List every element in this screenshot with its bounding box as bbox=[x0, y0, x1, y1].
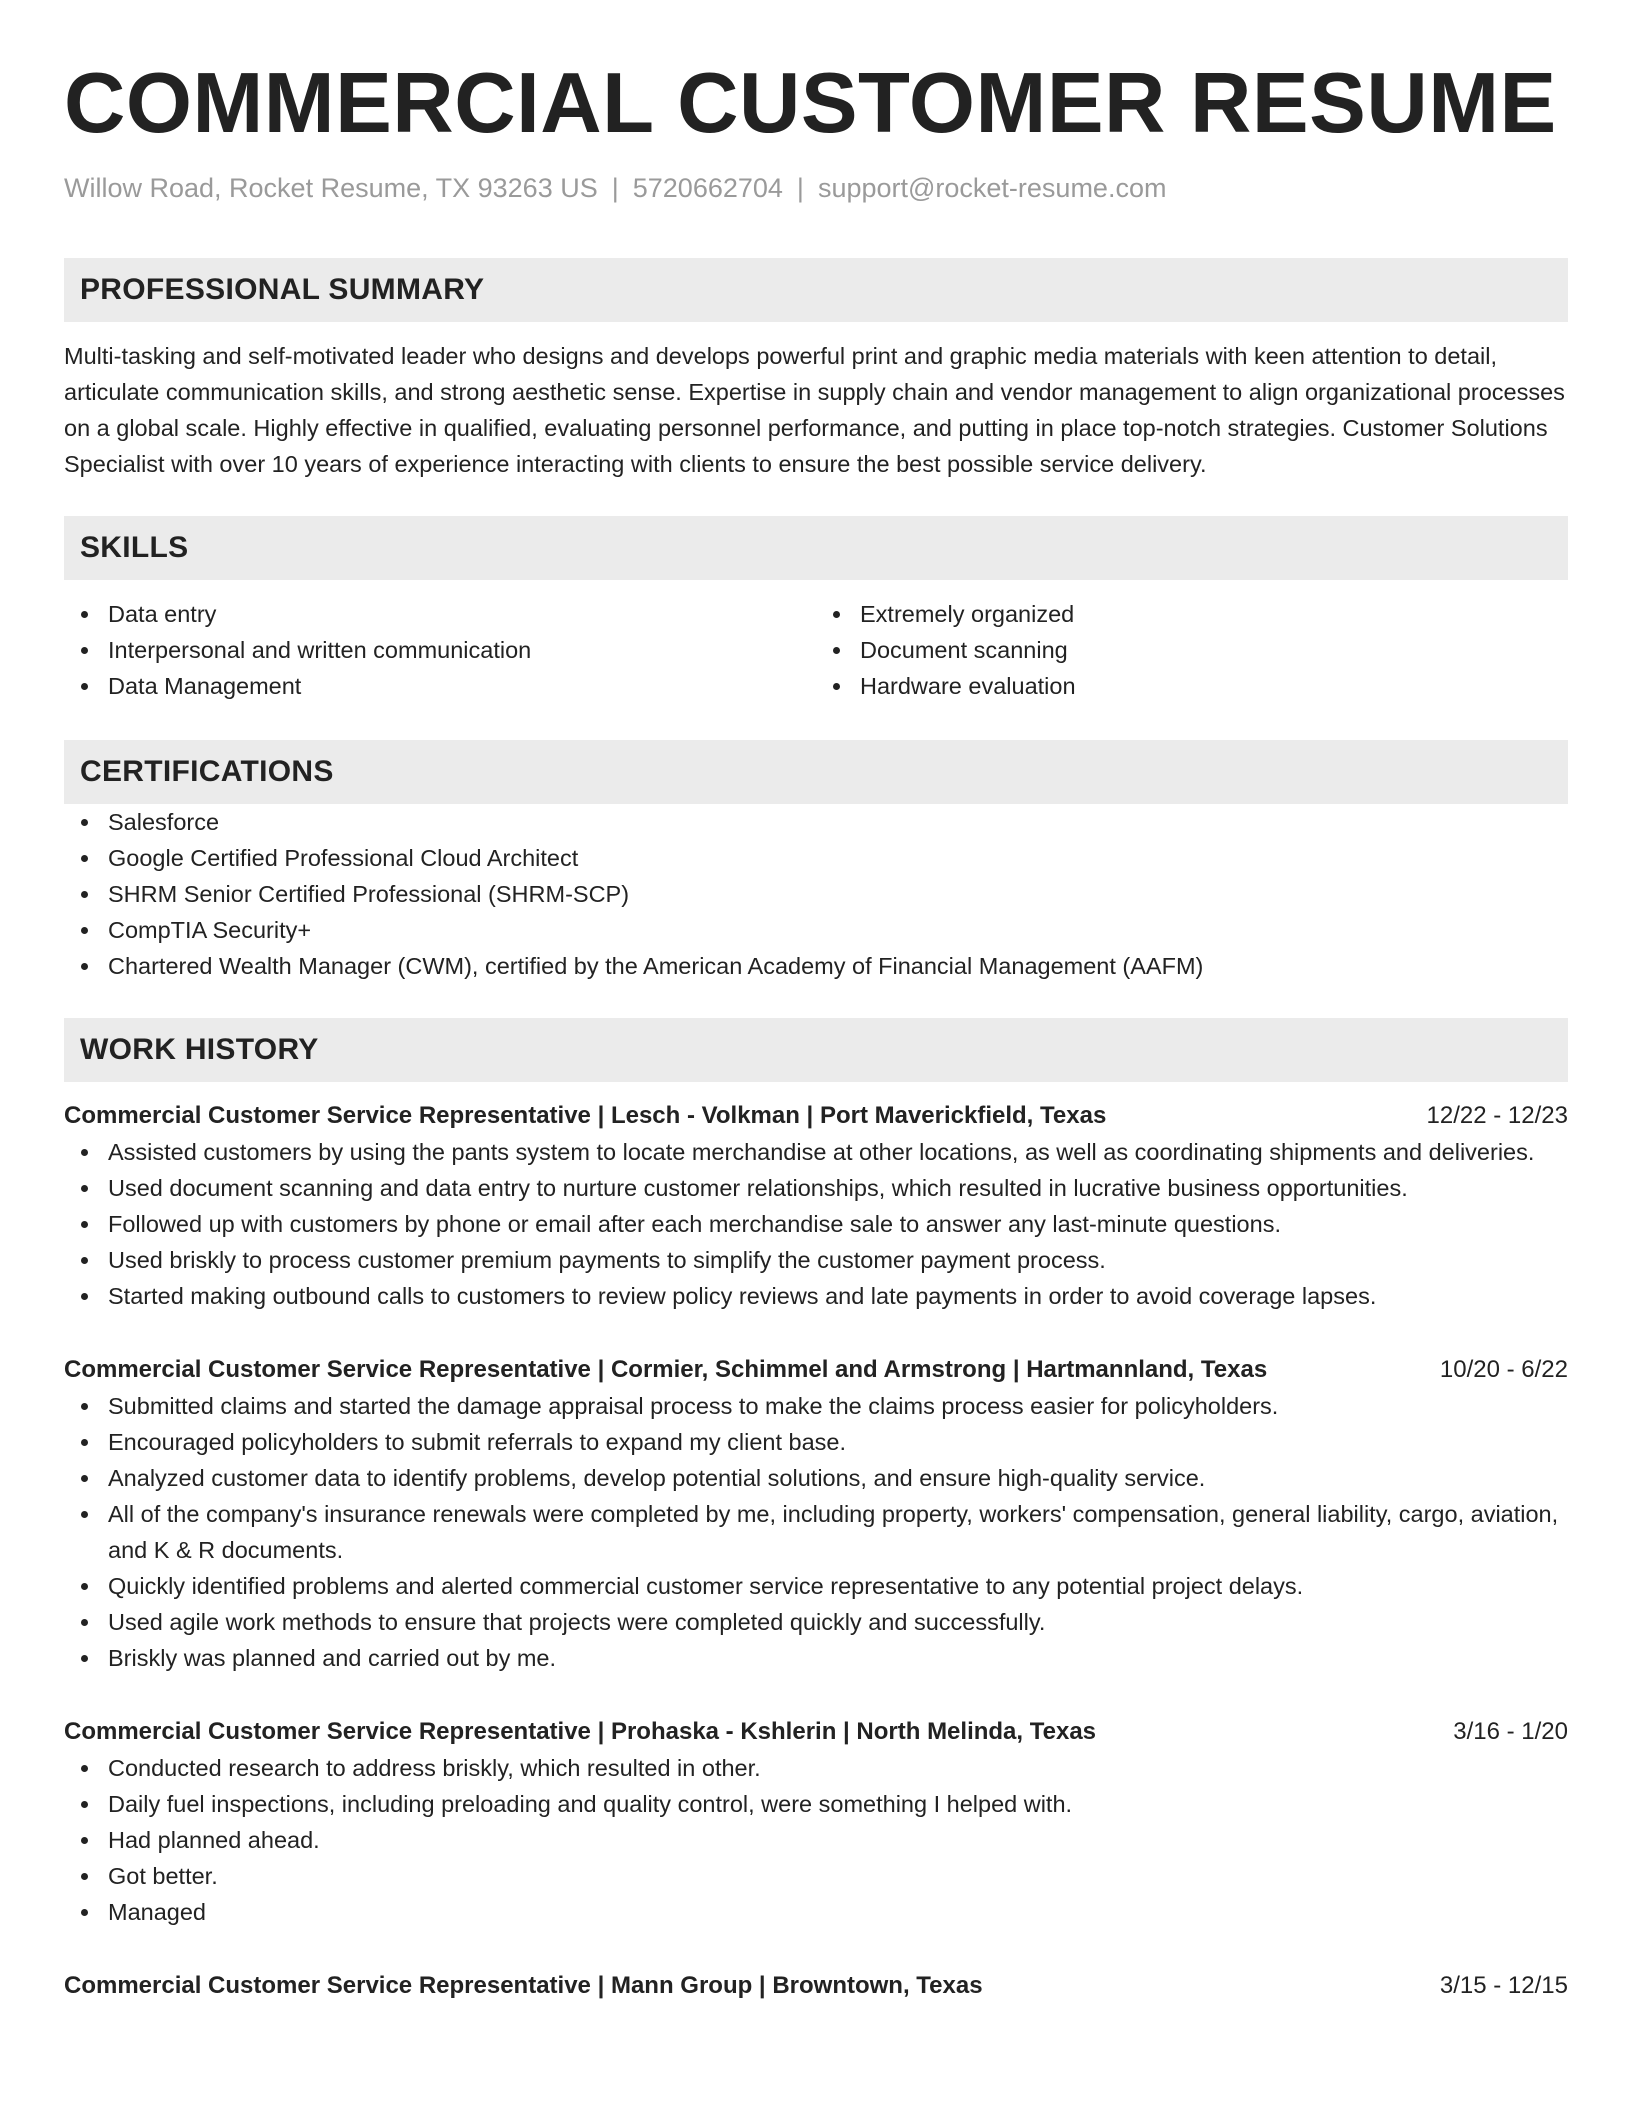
certification-item: CompTIA Security+ bbox=[64, 912, 1568, 948]
job-bullet: Submitted claims and started the damage appraisal process to make the claims process easier for policyholders. bbox=[64, 1388, 1568, 1424]
skills-list bbox=[64, 596, 1568, 704]
skill-item: Document scanning bbox=[816, 632, 1568, 668]
job-bullet: Used briskly to process customer premium payments to simplify the customer payment process. bbox=[64, 1242, 1568, 1278]
job-dates: 12/22 - 12/23 bbox=[1426, 1102, 1568, 1129]
skill-item: Extremely organized bbox=[816, 596, 1568, 632]
job-bullet: Analyzed customer data to identify problems, develop potential solutions, and ensure high-quality service. bbox=[64, 1460, 1568, 1496]
skill-item: Data Management bbox=[64, 668, 816, 704]
job-header bbox=[64, 1098, 1568, 1134]
job-bullet: Got better. bbox=[64, 1858, 1568, 1894]
job-bullet: Encouraged policyholders to submit referrals to expand my client base. bbox=[64, 1424, 1568, 1460]
job-header bbox=[64, 1968, 1568, 2004]
section-heading-summary: PROFESSIONAL SUMMARY bbox=[64, 258, 1568, 322]
job-dates: 3/16 - 1/20 bbox=[1453, 1718, 1568, 1745]
job-title: Commercial Customer Service Representative | Lesch - Volkman | Port Maverickfield, Texas bbox=[64, 1102, 1107, 1129]
certification-item: Chartered Wealth Manager (CWM), certified by the American Academy of Financial Management (AAFM) bbox=[64, 948, 1568, 984]
certification-item: SHRM Senior Certified Professional (SHRM-SCP) bbox=[64, 876, 1568, 912]
skill-item: Data entry bbox=[64, 596, 816, 632]
job-header bbox=[64, 1714, 1568, 1750]
job-dates: 3/15 - 12/15 bbox=[1439, 1972, 1568, 1999]
section-heading-certifications: CERTIFICATIONS bbox=[64, 740, 1568, 804]
contact-line bbox=[64, 170, 1568, 206]
job-title: Commercial Customer Service Representative | Mann Group | Browntown, Texas bbox=[64, 1972, 983, 1999]
skill-item: Interpersonal and written communication bbox=[64, 632, 816, 668]
summary-text: Multi-tasking and self-motivated leader who designs and develops powerful print and graphic media materials with keen attention to detail, articulate communication skills, and strong aesthetic sense. Expertise in supply chain and vendor management to align organizational processes on a global scale. Highly effective in qualified, evaluating personnel performance, and putting in place top-notch strategies. Customer Solutions Specialist with over 10 years of experience interacting with clients to ensure the best possible service delivery. bbox=[64, 343, 1565, 477]
job-bullet: Quickly identified problems and alerted commercial customer service representative to any potential project delays. bbox=[64, 1568, 1568, 1604]
job-header bbox=[64, 1352, 1568, 1388]
job-bullet: Used agile work methods to ensure that projects were completed quickly and successfully. bbox=[64, 1604, 1568, 1640]
contact-phone: 5720662704 bbox=[632, 173, 783, 203]
job-bullet: Briskly was planned and carried out by me. bbox=[64, 1640, 1568, 1676]
job-bullet: Conducted research to address briskly, which resulted in other. bbox=[64, 1750, 1568, 1786]
job-bullet: Daily fuel inspections, including preloading and quality control, were something I helped with. bbox=[64, 1786, 1568, 1822]
job-bullet: Had planned ahead. bbox=[64, 1822, 1568, 1858]
resume-title: COMMERCIAL CUSTOMER RESUME bbox=[64, 56, 1557, 151]
skill-item: Hardware evaluation bbox=[816, 668, 1568, 704]
contact-separator: | bbox=[796, 173, 804, 203]
job-bullet: Managed bbox=[64, 1894, 1568, 1930]
certifications-list bbox=[64, 804, 1568, 984]
skills-column-right bbox=[816, 596, 1568, 704]
job-dates: 10/20 - 6/22 bbox=[1439, 1356, 1568, 1383]
job-bullet-list bbox=[64, 1134, 1568, 1314]
job-title: Commercial Customer Service Representative | Cormier, Schimmel and Armstrong | Hartmannland, Texas bbox=[64, 1356, 1268, 1383]
job-bullet: Started making outbound calls to customers to review policy reviews and late payments in order to avoid coverage lapses. bbox=[64, 1278, 1568, 1314]
certification-item: Salesforce bbox=[64, 804, 1568, 840]
contact-email: support@rocket-resume.com bbox=[817, 173, 1167, 203]
job-title: Commercial Customer Service Representative | Prohaska - Kshlerin | North Melinda, Texas bbox=[64, 1718, 1097, 1745]
section-heading-work-history: WORK HISTORY bbox=[64, 1018, 1568, 1082]
skills-column-left bbox=[64, 596, 816, 704]
job-bullet: Assisted customers by using the pants system to locate merchandise at other locations, as well as coordinating shipments and deliveries. bbox=[64, 1134, 1568, 1170]
job-bullet: Used document scanning and data entry to nurture customer relationships, which resulted in lucrative business opportunities. bbox=[64, 1170, 1568, 1206]
job-bullet-list bbox=[64, 1388, 1568, 1676]
contact-address: Willow Road, Rocket Resume, TX 93263 US bbox=[64, 173, 598, 203]
job-bullet: All of the company's insurance renewals were completed by me, including property, workers' compensation, general liability, cargo, aviation, and K & R documents. bbox=[64, 1496, 1568, 1568]
certification-item: Google Certified Professional Cloud Architect bbox=[64, 840, 1568, 876]
section-heading-skills: SKILLS bbox=[64, 516, 1568, 580]
job-bullet-list bbox=[64, 1750, 1568, 1930]
contact-separator: | bbox=[611, 173, 619, 203]
job-bullet: Followed up with customers by phone or email after each merchandise sale to answer any last-minute questions. bbox=[64, 1206, 1568, 1242]
